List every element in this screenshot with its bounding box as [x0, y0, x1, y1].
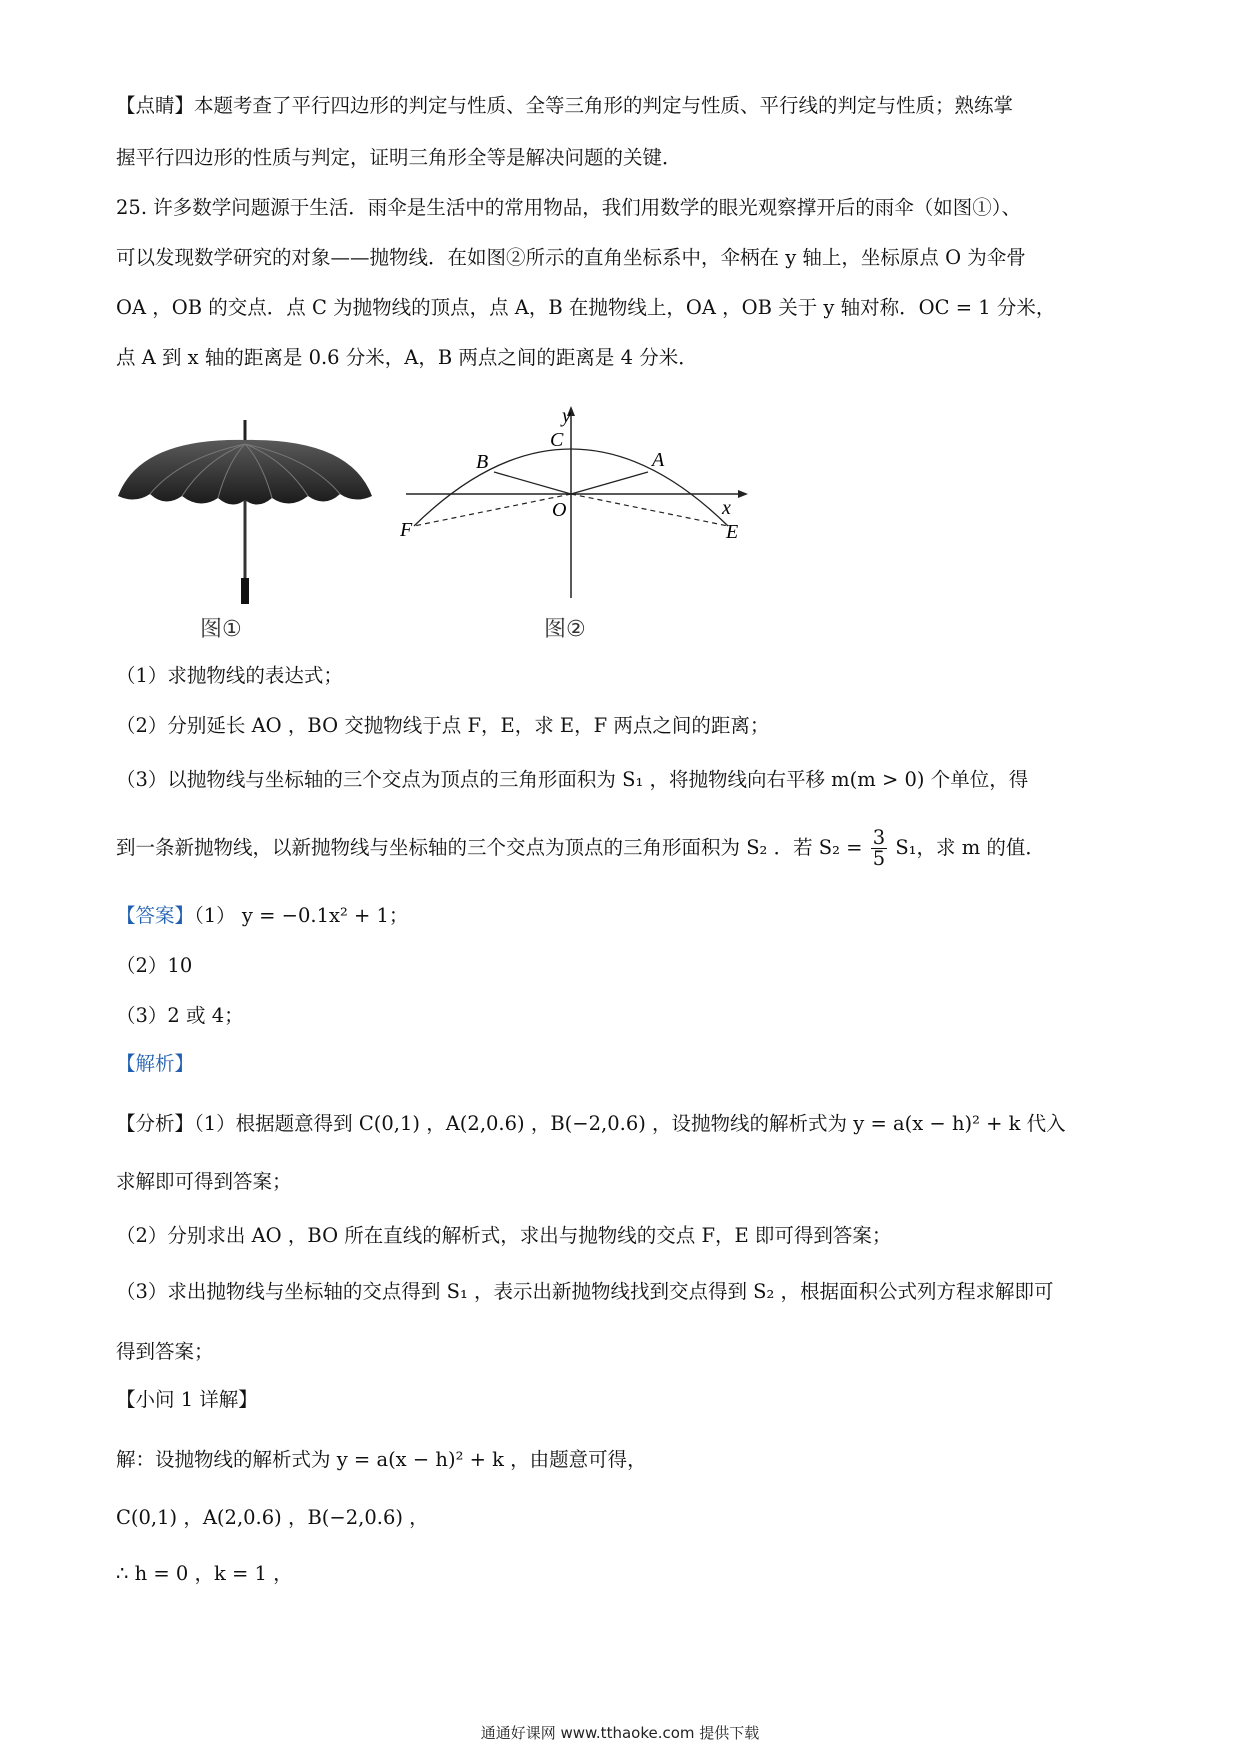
analysis-line-1	[116, 1110, 1136, 1138]
label-e: E	[726, 521, 739, 543]
analysis-tag: 【解析】	[116, 1052, 195, 1075]
page-footer: 通通好课网 www.tthaoke.com 提供下载	[480, 1724, 760, 1742]
analysis-line-4: （3）求出抛物线与坐标轴的交点得到 S₁ ，表示出新抛物线找到交点得到 S₂ ，根据面积公式列方程求解即可	[116, 1280, 1054, 1303]
subquestion-3-text-b: S₁，求 m 的值．	[895, 836, 1045, 859]
label-b: B	[476, 451, 489, 473]
subquestion-3-line-1: （3）以抛物线与坐标轴的三个交点为顶点的三角形面积为 S₁ ，将抛物线向右平移 m(m > 0) 个单位，得	[116, 768, 1029, 791]
question-line-4: 点 A 到 x 轴的距离是 0.6 分米，A，B 两点之间的距离是 4 分米．	[116, 346, 698, 369]
fraction-numerator: 3	[872, 826, 886, 849]
subquestion-3-text-a: 到一条新抛物线，以新抛物线与坐标轴的三个交点为顶点的三角形面积为 S₂ ．若 S₂ =	[116, 836, 863, 859]
question-line-3: OA ，OB 的交点．点 C 为抛物线的顶点，点 A，B 在抛物线上，OA ，OB 关于 y 轴对称．OC = 1 分米，	[116, 296, 1056, 319]
analysis-line-5: 得到答案；	[116, 1340, 214, 1363]
label-c: C	[550, 429, 564, 451]
answer-line-1	[116, 902, 1136, 930]
fenxi-text-1: （1）根据题意得到 C(0,1) ，A(2,0.6) ，B(−2,0.6) ，设抛物线的解析式为 y = a(x − h)² + k 代入	[194, 1112, 1066, 1135]
detail-line-2: C(0,1) ，A(2,0.6) ，B(−2,0.6) ，	[116, 1506, 429, 1529]
label-x: x	[722, 497, 731, 519]
subquestion-2: （2）分别延长 AO ，BO 交抛物线于点 F，E，求 E，F 两点之间的距离；	[116, 714, 770, 737]
label-a: A	[652, 449, 665, 471]
subquestion-3-line-2	[116, 828, 1136, 869]
comment-tag: 【点睛】	[116, 94, 195, 117]
label-o: O	[552, 499, 567, 521]
question-line-2: 可以发现数学研究的对象——抛物线．在如图②所示的直角坐标系中，伞柄在 y 轴上，坐标原点 O 为伞骨	[116, 246, 1026, 269]
fraction-three-fifths	[871, 828, 887, 869]
comment-line-2: 握平行四边形的性质与判定，证明三角形全等是解决问题的关键．	[116, 146, 682, 169]
detail-tag: 【小问 1 详解】	[116, 1388, 258, 1411]
answer-2: （2）10	[116, 954, 193, 977]
fig2-label: 图②	[544, 617, 586, 642]
analysis-line-2: 求解即可得到答案；	[116, 1170, 292, 1193]
subquestion-1: （1）求抛物线的表达式；	[116, 664, 343, 687]
parabola-diagram	[400, 402, 760, 602]
detail-line-3: ∴ h = 0 ，k = 1 ，	[116, 1562, 293, 1585]
umbrella-figure	[110, 418, 380, 608]
fraction-denominator: 5	[872, 847, 886, 870]
analysis-line-3: （2）分别求出 AO ，BO 所在直线的解析式，求出与抛物线的交点 F，E 即可得到答案；	[116, 1224, 892, 1247]
label-y: y	[562, 405, 571, 427]
fig1-label: 图①	[200, 617, 242, 642]
comment-text-1: 本题考查了平行四边形的判定与性质、全等三角形的判定与性质、平行线的判定与性质；熟练掌	[194, 94, 1014, 117]
comment-line-1	[116, 92, 1136, 120]
label-f: F	[400, 519, 413, 541]
detail-line-1: 解：设抛物线的解析式为 y = a(x − h)² + k ，由题意可得，	[116, 1448, 647, 1471]
answer-tag: 【答案】	[116, 904, 195, 927]
fenxi-tag: 【分析】	[116, 1112, 195, 1135]
answer-3: （3）2 或 4；	[116, 1004, 244, 1027]
answer-1: （1） y = −0.1x² + 1；	[194, 904, 409, 927]
question-line-1: 25. 许多数学问题源于生活．雨伞是生活中的常用物品，我们用数学的眼光观察撑开后的雨伞（如图①）、	[116, 196, 1021, 219]
